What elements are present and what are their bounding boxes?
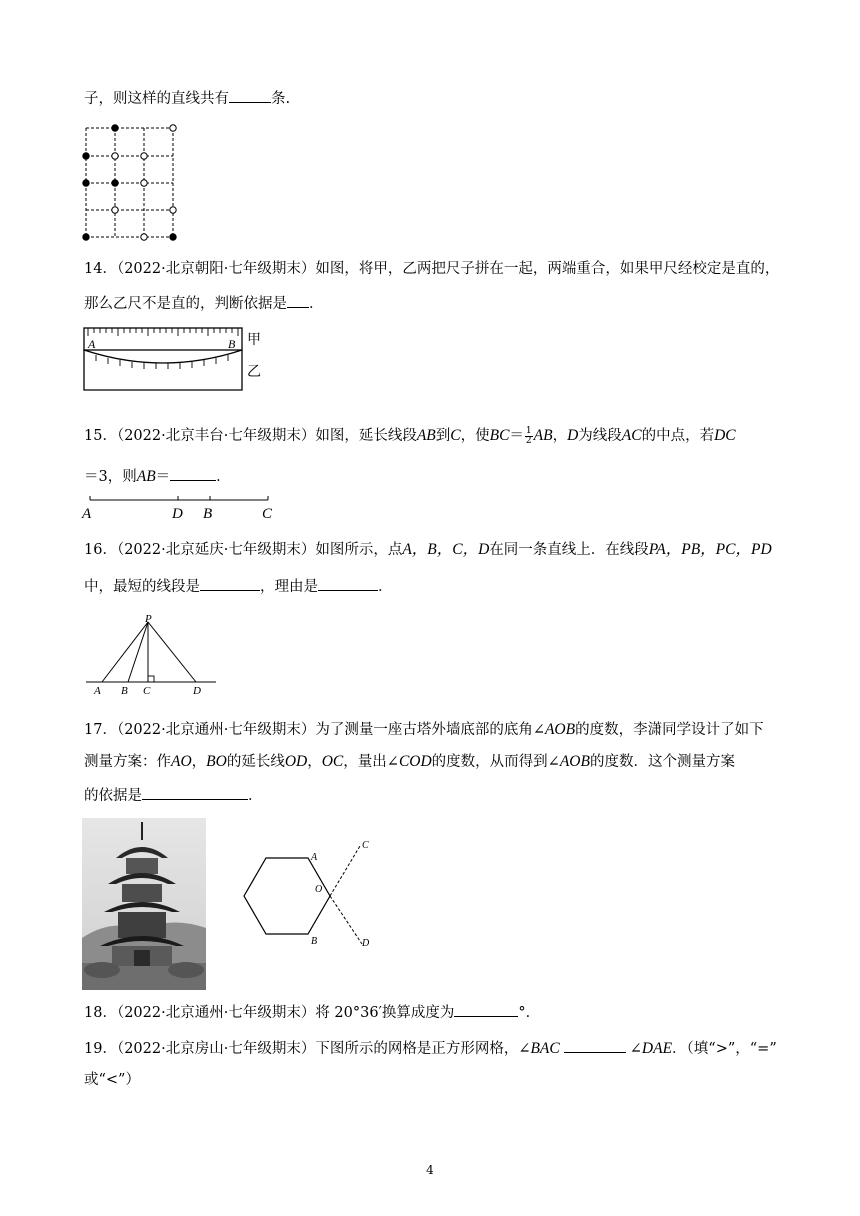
q16-label-b: B bbox=[121, 685, 128, 697]
q16-line1: 16．（2022·北京延庆·七年级期末）如图所示，点A，B，C，D在同一条直线上．在线段PA，PB，PC，PD bbox=[84, 541, 772, 558]
q19-line1: 19．（2022·北京房山·七年级期末）下图所示的网格是正方形网格，∠BAC ∠DAE．（填“>”，“=” bbox=[84, 1040, 777, 1057]
q16-blank-2 bbox=[318, 576, 378, 591]
q15-fraction: $\frac{1}{2}$ bbox=[525, 425, 532, 446]
q17-label-c: C bbox=[362, 840, 369, 851]
q16-label-d: D bbox=[193, 685, 201, 697]
q13-blank bbox=[229, 88, 271, 103]
q13-line1: 子，则这样的直线共有 条. bbox=[84, 88, 290, 109]
q15-line1: 15．（2022·北京丰台·七年级期末）如图，延长线段AB到C，使BC＝ $\frac{1}{2}$ AB，D为线段AC的中点，若DC bbox=[84, 425, 736, 446]
q15-label-a: A bbox=[82, 506, 92, 522]
q19-line2: 或“<”） bbox=[84, 1072, 140, 1088]
q15-segment-figure bbox=[80, 492, 280, 522]
q14-label-jia: 甲 bbox=[247, 332, 261, 348]
q14-blank bbox=[287, 293, 309, 308]
q15-label-c: C bbox=[262, 506, 273, 522]
page-number: 4 bbox=[426, 1163, 434, 1177]
q17-label-b: B bbox=[311, 936, 318, 947]
q16-label-c: C bbox=[143, 685, 151, 697]
q15-line2: ＝3，则AB＝ ． bbox=[84, 468, 231, 485]
q17-hexagon-diagram bbox=[238, 820, 388, 954]
q17-line1: 17．（2022·北京通州·七年级期末）为了测量一座古塔外墙底部的底角∠AOB的度数，李潇同学设计了如下 bbox=[84, 721, 764, 738]
q19-blank bbox=[564, 1038, 626, 1053]
q14-label-yi: 乙 bbox=[247, 364, 261, 380]
q16-line2: 中，最短的线段是 ，理由是 ． bbox=[84, 576, 393, 597]
q16-label-a: A bbox=[94, 685, 101, 697]
q15-blank bbox=[170, 466, 216, 481]
q14-label-b: B bbox=[228, 337, 236, 351]
q17-line2: 测量方案：作AO，BO的延长线OD，OC，量出∠COD的度数，从而得到∠AOB的度数．这个测量方案 bbox=[84, 753, 735, 770]
q14-line1: 14．（2022·北京朝阳·七年级期末）如图，将甲，乙两把尺子拼在一起，两端重合，如果甲尺经校定是直的， bbox=[84, 261, 780, 277]
q18-line: 18．（2022·北京通州·七年级期末）将 20°36′换算成度为 °． bbox=[84, 1002, 540, 1023]
q17-label-o: O bbox=[315, 884, 323, 895]
q16-blank-1 bbox=[200, 576, 260, 591]
q16-label-p: P bbox=[145, 613, 152, 625]
q17-blank bbox=[142, 785, 248, 800]
q15-label-d: D bbox=[172, 506, 183, 522]
q17-line3: 的依据是 ． bbox=[84, 785, 263, 806]
q17-label-d: D bbox=[362, 938, 370, 949]
q18-blank bbox=[454, 1002, 518, 1017]
q17-label-a: A bbox=[311, 852, 318, 863]
q14-line2: 那么乙尺不是直的，判断依据是 ． bbox=[84, 293, 324, 314]
q15-label-b: B bbox=[203, 506, 213, 522]
q14-label-a: A bbox=[88, 337, 96, 351]
q14-rulers-figure bbox=[82, 320, 272, 400]
q13-dot-grid-figure bbox=[80, 120, 182, 246]
q16-perpendicular-figure bbox=[84, 612, 224, 698]
q17-pagoda-photo bbox=[82, 818, 206, 990]
